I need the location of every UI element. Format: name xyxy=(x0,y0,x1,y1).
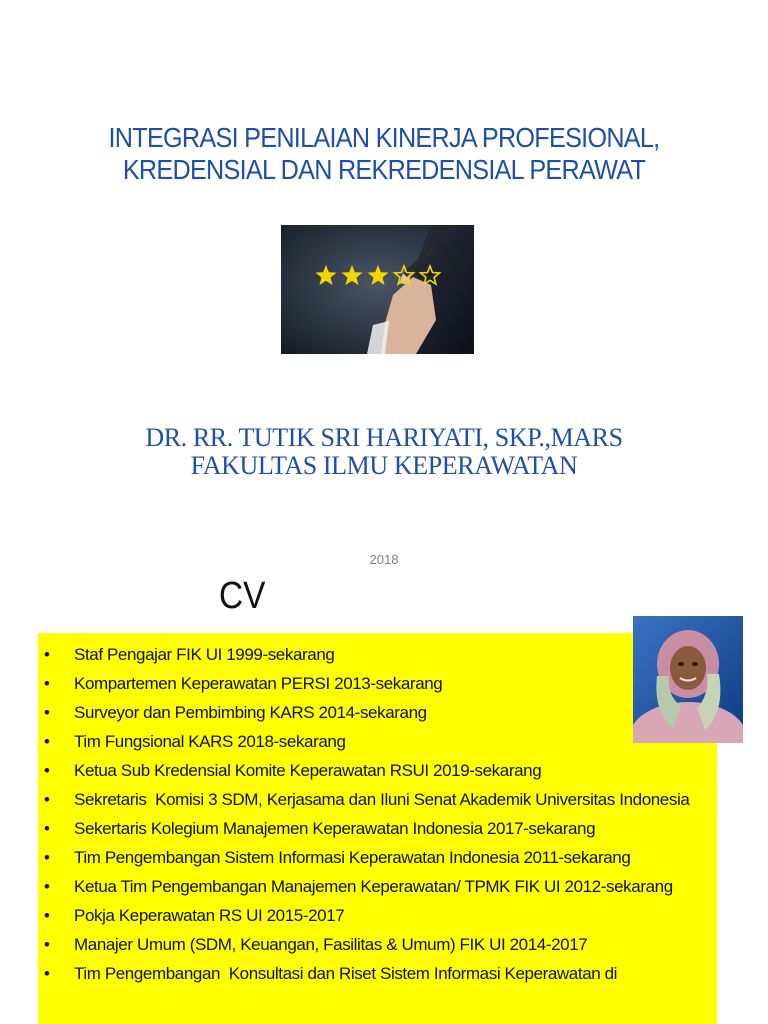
cv-list-box xyxy=(38,633,717,1024)
title-line-1: INTEGRASI PENILAIAN KINERJA PROFESIONAL, xyxy=(108,122,660,153)
bullet-icon: • xyxy=(44,819,50,838)
cv-item-text: Sekertaris Kolegium Manajemen Keperawatan Indonesia 2017-sekarang xyxy=(74,819,596,838)
bullet-icon: • xyxy=(44,703,50,722)
author-block xyxy=(0,424,768,480)
cv-item-text: Tim Pengembangan Sistem Informasi Keperawatan Indonesia 2011-sekarang xyxy=(74,848,631,867)
cv-item-text: Tim Fungsional KARS 2018-sekarang xyxy=(74,732,346,751)
bullet-icon: • xyxy=(44,761,50,780)
cv-list-item xyxy=(38,875,717,899)
bullet-icon: • xyxy=(44,848,50,867)
cv-item-text: Manajer Umum (SDM, Keuangan, Fasilitas & Umum) FIK UI 2014-2017 xyxy=(74,935,588,954)
cv-item-text: Staf Pengajar FIK UI 1999-sekarang xyxy=(74,645,335,664)
five-star-rating-hand-icon xyxy=(281,225,474,354)
bullet-icon: • xyxy=(44,964,50,983)
rating-hero-image xyxy=(281,225,474,354)
cv-heading: CV xyxy=(219,575,266,617)
author-photo xyxy=(633,616,743,743)
cv-list-item xyxy=(38,672,717,696)
cv-list xyxy=(38,633,717,986)
cv-list-item xyxy=(38,817,717,841)
bullet-icon: • xyxy=(44,674,50,693)
cv-item-text: Ketua Sub Kredensial Komite Keperawatan RSUI 2019-sekarang xyxy=(74,761,542,780)
cv-list-item xyxy=(38,759,717,783)
author-portrait-icon xyxy=(633,616,743,743)
bullet-icon: • xyxy=(44,732,50,751)
cv-item-text: Surveyor dan Pembimbing KARS 2014-sekarang xyxy=(74,703,427,722)
bullet-icon: • xyxy=(44,935,50,954)
cv-list-item xyxy=(38,643,717,667)
cv-item-text: Sekretaris Komisi 3 SDM, Kerjasama dan Iluni Senat Akademik Universitas Indonesia xyxy=(74,790,690,809)
cv-list-item xyxy=(38,962,717,986)
cv-item-text: Ketua Tim Pengembangan Manajemen Keperawatan/ TPMK FIK UI 2012-sekarang xyxy=(74,877,673,896)
cv-list-item xyxy=(38,904,717,928)
cv-list-item xyxy=(38,788,717,812)
author-name: DR. RR. TUTIK SRI HARIYATI, SKP.,MARS xyxy=(145,423,623,452)
cv-item-text: Pokja Keperawatan RS UI 2015-2017 xyxy=(74,906,345,925)
bullet-icon: • xyxy=(44,877,50,896)
cv-item-text: Kompartemen Keperawatan PERSI 2013-sekarang xyxy=(74,674,443,693)
presentation-year: 2018 xyxy=(369,552,399,567)
cv-list-item xyxy=(38,730,717,754)
presentation-title xyxy=(38,122,729,186)
cv-list-item xyxy=(38,933,717,957)
cv-list-item xyxy=(38,701,717,725)
bullet-icon: • xyxy=(44,906,50,925)
bullet-icon: • xyxy=(44,790,50,809)
author-faculty: FAKULTAS ILMU KEPERAWATAN xyxy=(190,451,578,480)
bullet-icon: • xyxy=(44,645,50,664)
cv-list-item xyxy=(38,846,717,870)
cv-item-text: Tim Pengembangan Konsultasi dan Riset Sistem Informasi Keperawatan di xyxy=(74,964,618,983)
title-line-2: KREDENSIAL DAN REKREDENSIAL PERAWAT xyxy=(122,154,646,185)
